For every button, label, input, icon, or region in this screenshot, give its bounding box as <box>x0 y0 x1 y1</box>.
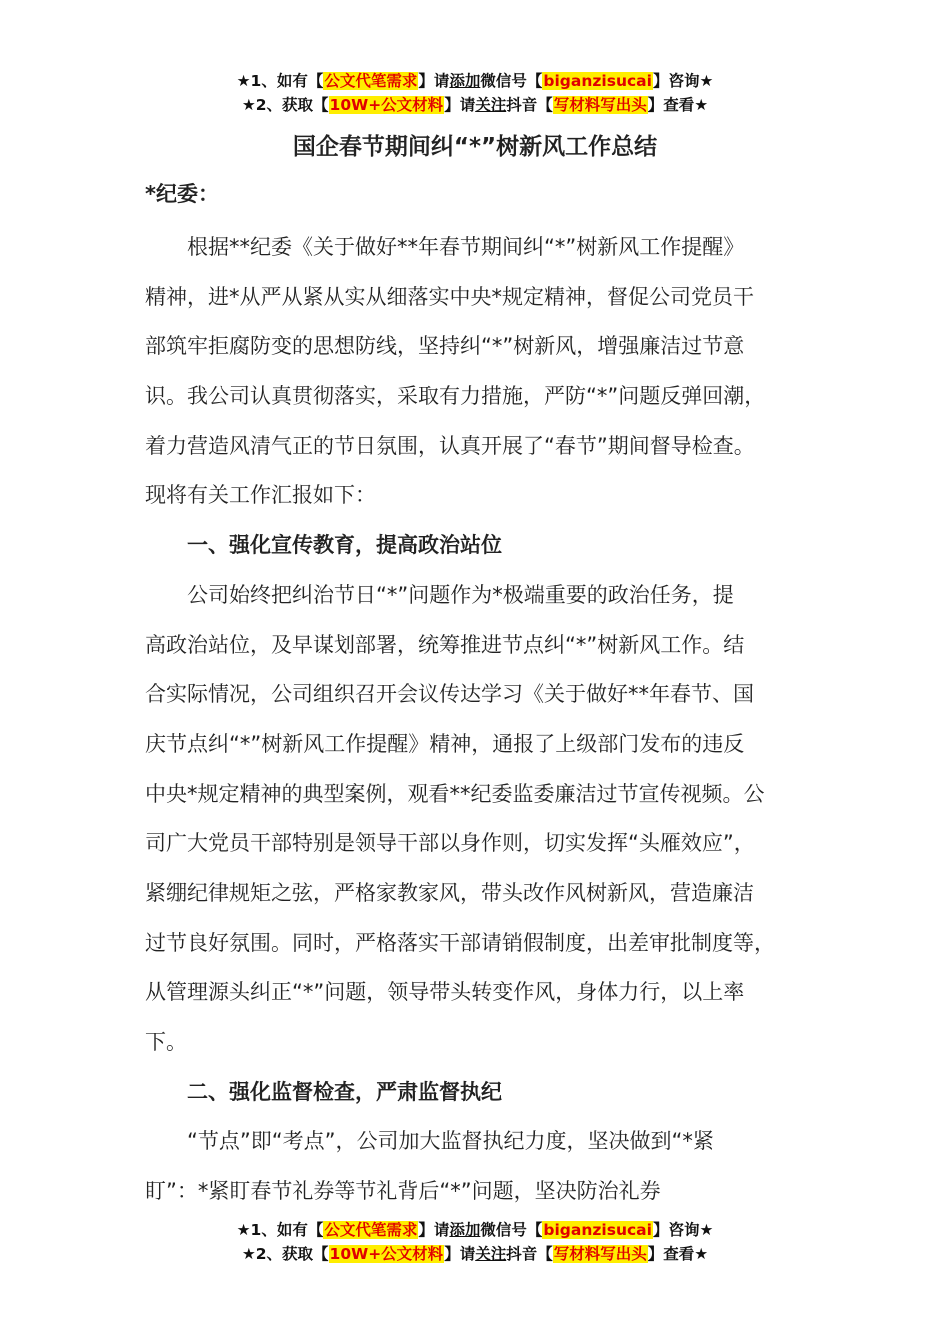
banner-1-wechat-id: biganzisucai <box>543 72 652 90</box>
banner-2-suffix: 】查看★ <box>647 1245 709 1263</box>
banner-1-mid2: 微信号【 <box>480 1221 543 1239</box>
section-heading-1: 一、强化宣传教育，提高政治站位 <box>145 533 502 558</box>
banner-1-suffix: 】咨询★ <box>652 72 714 90</box>
banner-2-highlight-materials: 10W+公文材料 <box>329 1245 444 1263</box>
banner-line-2 <box>0 1242 950 1266</box>
banner-1-mid: 】请 <box>418 72 450 90</box>
banner-1-highlight-service: 公文代笔需求 <box>324 72 418 90</box>
body-line: 部筑牢拒腐防变的思想防线，坚持纠“*”树新风，增强廉洁过节意 <box>145 334 745 359</box>
banner-2-mid2: 抖音【 <box>506 1245 553 1263</box>
body-line: 公司始终把纠治节日“*”问题作为*极端重要的政治任务，提 <box>145 582 734 607</box>
banner-2-mid: 】请 <box>444 1245 476 1263</box>
document-body <box>145 223 825 1217</box>
salutation: *纪委： <box>145 182 219 206</box>
body-line: 下。 <box>145 1030 187 1054</box>
banner-2-mid2: 抖音【 <box>506 96 553 114</box>
bottom-banner <box>0 1218 950 1266</box>
body-line: 识。我公司认真贯彻落实，采取有力措施，严防“*”问题反弹回潮， <box>145 384 766 409</box>
banner-line-1 <box>0 69 950 93</box>
banner-2-suffix: 】查看★ <box>647 96 709 114</box>
body-line: “节点”即“考点”，公司加大监督执纪力度，坚决做到“*紧 <box>145 1129 714 1154</box>
banner-1-prefix: ★1、如有【 <box>236 1221 324 1239</box>
document-title: 国企春节期间纠“*”树新风工作总结 <box>292 134 658 160</box>
banner-2-prefix: ★2、获取【 <box>241 96 329 114</box>
body-line: 中央*规定精神的典型案例，观看**纪委监委廉洁过节宣传视频。公 <box>145 781 765 806</box>
body-line: 盯”：*紧盯春节礼券等节礼背后“*”问题，坚决防治礼券 <box>145 1179 661 1204</box>
banner-2-emphasis: 关注 <box>475 96 507 114</box>
body-line: 从管理源头纠正“*”问题，领导带头转变作风，身体力行，以上率 <box>145 980 745 1005</box>
banner-1-emphasis: 添加 <box>449 1221 481 1239</box>
body-line: 紧绷纪律规矩之弦，严格家教家风，带头改作风树新风，营造廉洁 <box>145 880 754 905</box>
banner-2-douyin-id: 写材料写出头 <box>553 1245 647 1263</box>
body-line: 合实际情况，公司组织召开会议传达学习《关于做好**年春节、国 <box>145 682 754 707</box>
banner-line-1 <box>0 1218 950 1242</box>
banner-1-wechat-id: biganzisucai <box>543 1221 652 1239</box>
body-line: 高政治站位，及早谋划部署，统筹推进节点纠“*”树新风工作。结 <box>145 632 745 657</box>
top-banner <box>0 69 950 117</box>
section-heading-2: 二、强化监督检查，严肃监督执纪 <box>145 1079 502 1104</box>
body-line: 庆节点纠“*”树新风工作提醒》精神，通报了上级部门发布的违反 <box>145 731 745 756</box>
banner-1-emphasis: 添加 <box>449 72 481 90</box>
banner-2-highlight-materials: 10W+公文材料 <box>329 96 444 114</box>
banner-2-mid: 】请 <box>444 96 476 114</box>
banner-1-mid2: 微信号【 <box>480 72 543 90</box>
banner-1-mid: 】请 <box>418 1221 450 1239</box>
banner-1-prefix: ★1、如有【 <box>236 72 324 90</box>
body-line: 着力营造风清气正的节日氛围，认真开展了“春节”期间督导检查。 <box>145 433 755 458</box>
banner-line-2 <box>0 93 950 117</box>
body-line: 司广大党员干部特别是领导干部以身作则，切实发挥“头雁效应”， <box>145 831 755 856</box>
banner-2-emphasis: 关注 <box>475 1245 507 1263</box>
banner-2-douyin-id: 写材料写出头 <box>553 96 647 114</box>
banner-1-highlight-service: 公文代笔需求 <box>324 1221 418 1239</box>
body-line: 精神，进*从严从紧从实从细落实中央*规定精神，督促公司党员干 <box>145 284 754 309</box>
banner-1-suffix: 】咨询★ <box>652 1221 714 1239</box>
body-line: 过节良好氛围。同时，严格落实干部请销假制度，出差审批制度等， <box>145 930 775 955</box>
body-line: 现将有关工作汇报如下： <box>145 483 376 508</box>
body-line: 根据**纪委《关于做好**年春节期间纠“*”树新风工作提醒》 <box>145 235 745 259</box>
banner-2-prefix: ★2、获取【 <box>241 1245 329 1263</box>
